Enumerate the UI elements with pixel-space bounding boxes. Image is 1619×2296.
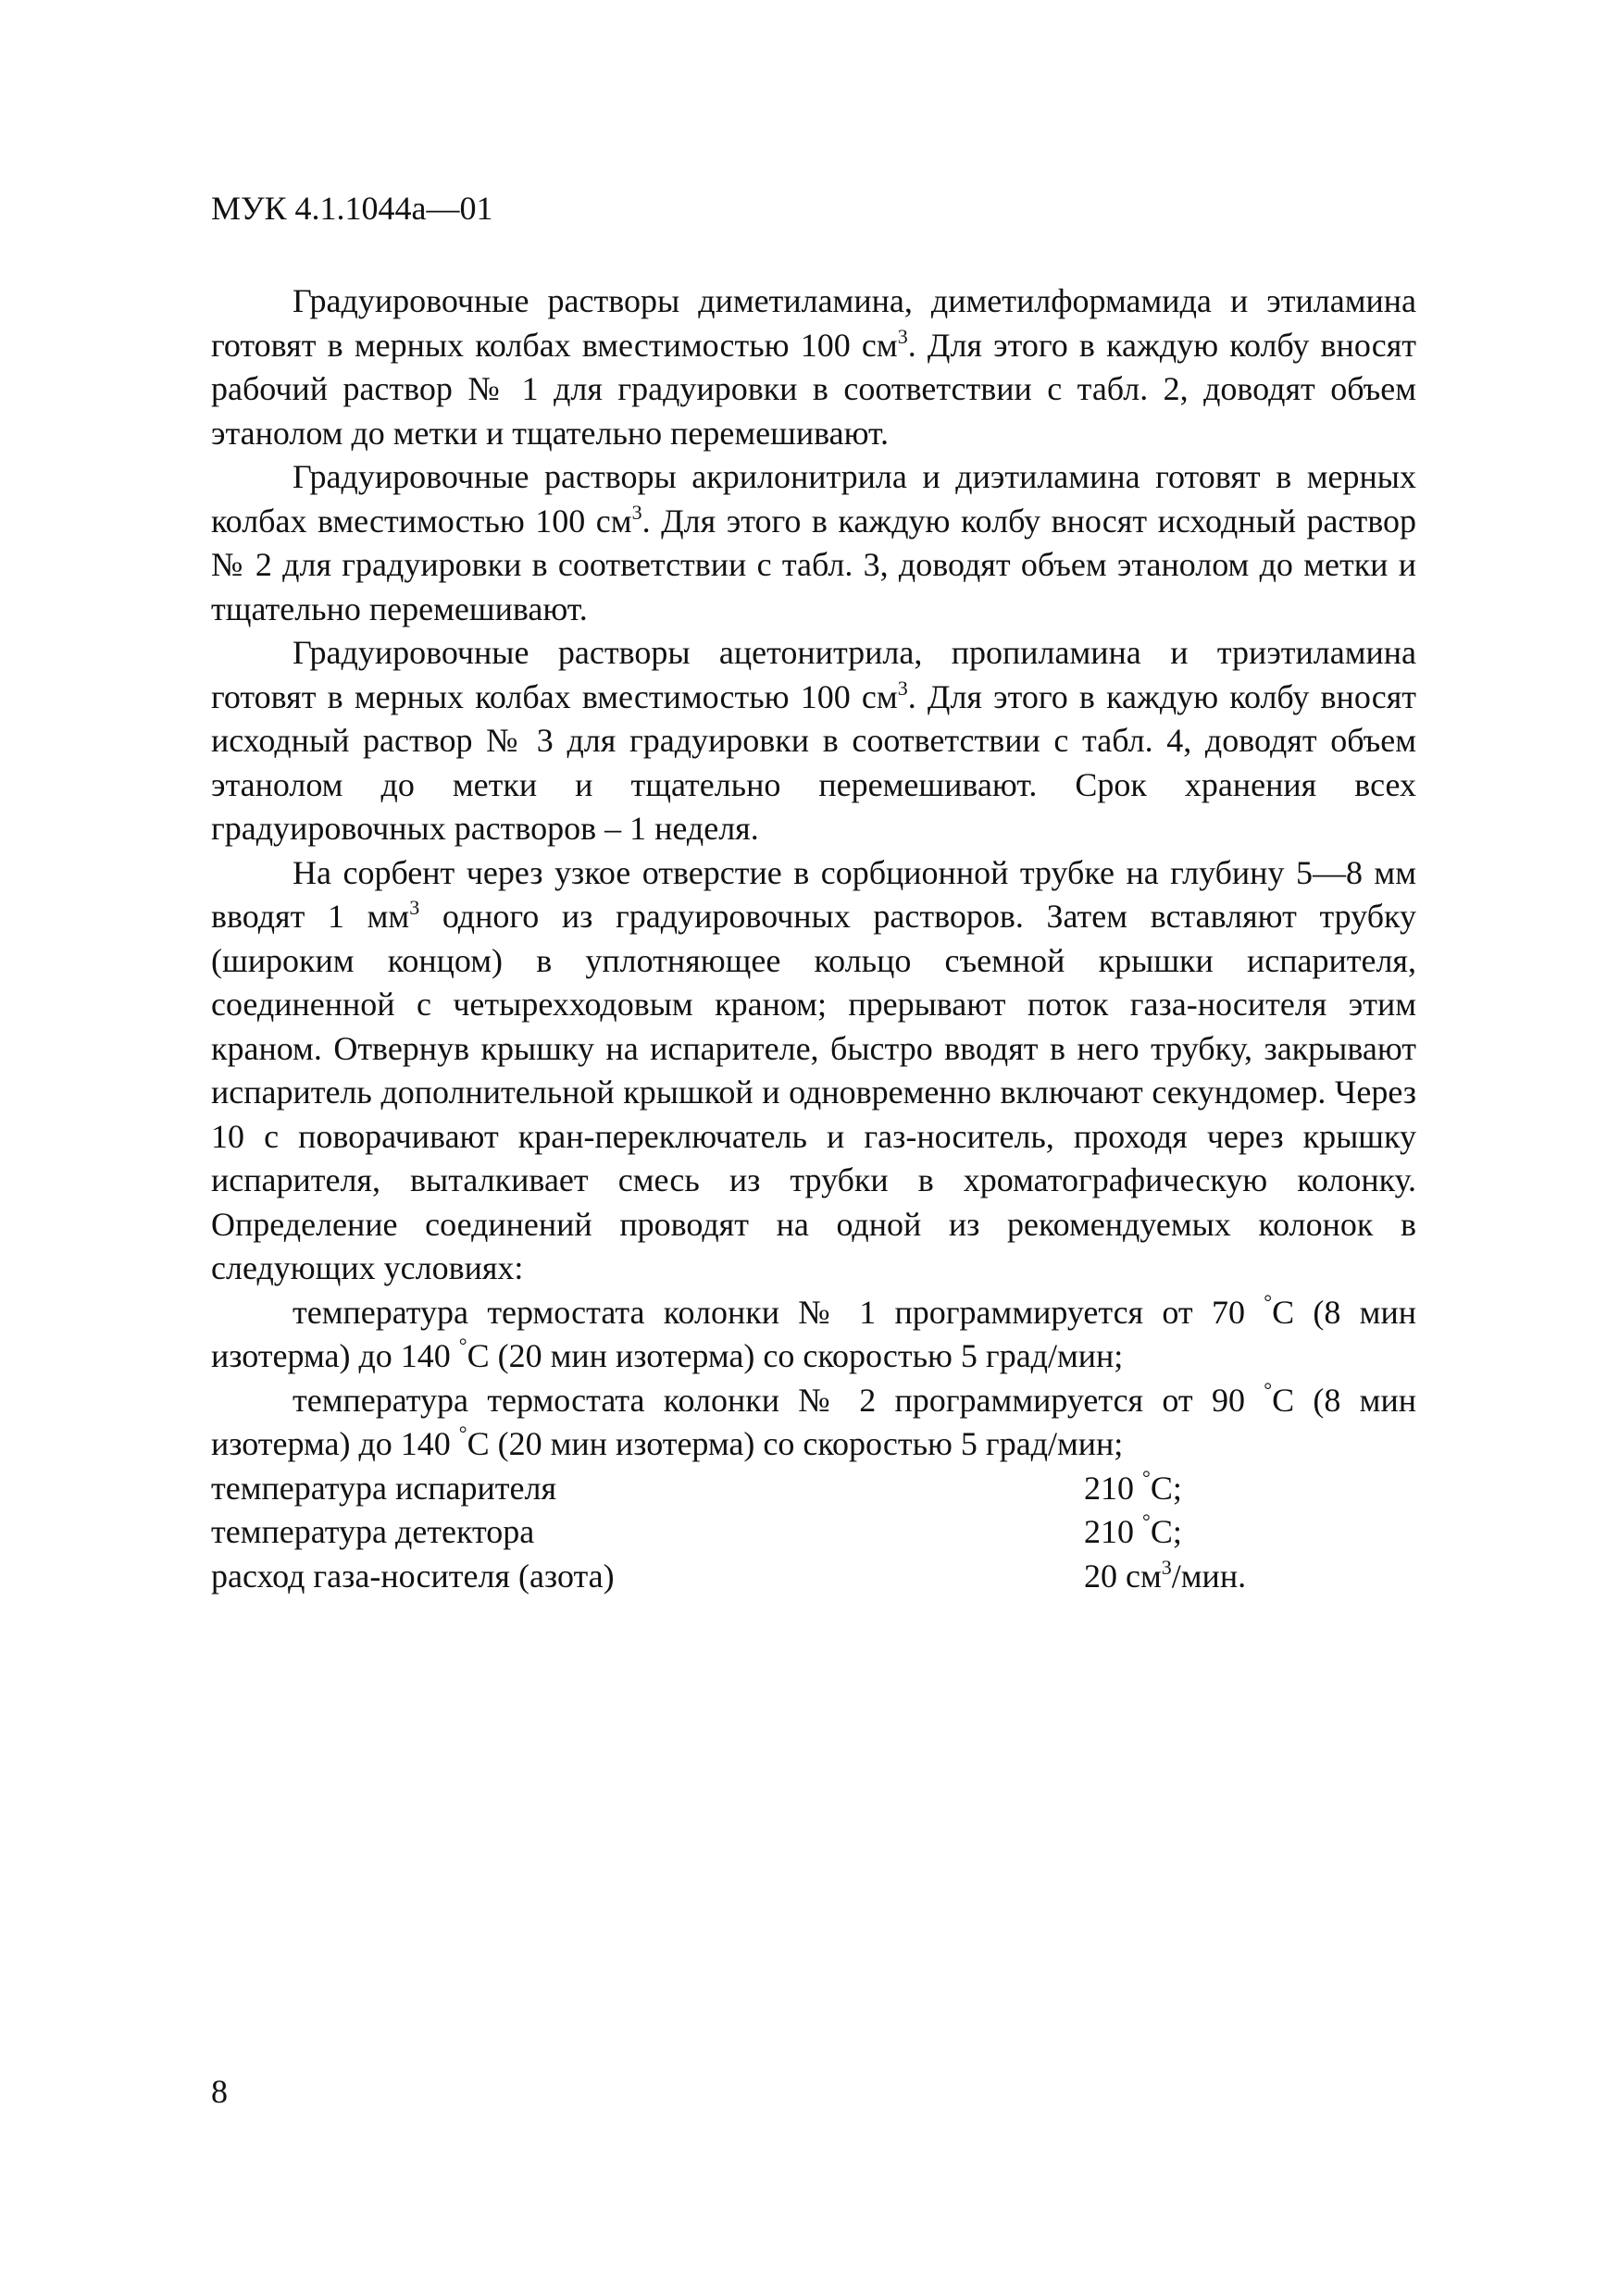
paragraph-acetonitrile-solutions	[211, 631, 1416, 851]
superscript-cube: 3	[1161, 1555, 1172, 1579]
condition-row-detector-temperature	[211, 1510, 1416, 1555]
paragraph-text: . Для этого в каждую колбу вносят исходный раствор № 2 для градуировки в соответствии с табл. 3, доводят объем этанолом до метки и тщательно перемешивают.	[211, 502, 1416, 627]
paragraph-text: С (20 мин изотерма) со скоростью 5 град/мин;	[467, 1337, 1124, 1374]
degree-symbol: °	[1264, 1377, 1273, 1401]
superscript-cube: 3	[409, 896, 420, 919]
condition-value-unit: С;	[1150, 1513, 1182, 1550]
paragraph-text: С (20 мин изотерма) со скоростью 5 град/мин;	[467, 1425, 1124, 1462]
paragraph-text: Градуировочные растворы акрилонитрила и диэтиламина готовят в мерных колбах вместимостью 100 см	[211, 458, 1416, 540]
paragraph-text: На сорбент через узкое отверстие в сорбционной трубке на глубину 5—8 мм вводят 1 мм	[211, 853, 1416, 935]
paragraph-sorbent-procedure	[211, 851, 1416, 1291]
paragraph-text: одного из градуировочных растворов. Затем вставляют трубку (широким концом) в уплотняющее кольцо съемной крышки испарителя, соединенной с четырехходовым краном; прерывают поток газа-носителя этим краном. Отвернув крышку на испарителе, быстро вводят в него трубку, закрывают испаритель дополнительной крышкой и одновременно включают секундомер. Через 10 с поворачивают кран-переключатель и газ-носитель, проходя через крышку испарителя, выталкивает смесь из трубки в хроматографическую колонку. Определение соединений проводят на одной из рекомендуемых колонок в следующих условиях:	[211, 898, 1416, 1286]
paragraph-text: Градуировочные растворы ацетонитрила, пропиламина и триэтиламина готовят в мерных колбах вместимостью 100 см	[211, 634, 1416, 715]
condition-value	[1084, 1555, 1246, 1599]
condition-value	[1084, 1510, 1182, 1555]
paragraph-text: температура термостата колонки № 2 программируется от 90	[293, 1381, 1264, 1419]
document-body	[211, 279, 1416, 1598]
condition-label: температура детектора	[211, 1513, 535, 1550]
page-number: 8	[211, 2073, 228, 2110]
condition-value-unit: С;	[1150, 1469, 1182, 1507]
degree-symbol: °	[1142, 1509, 1151, 1533]
paragraph-text: . Для этого в каждую колбу вносят рабочий раствор № 1 для градуировки в соответствии с табл. 2, доводят объем этанолом до метки и тщательно перемешивают.	[211, 326, 1416, 452]
condition-row-evaporator-temperature	[211, 1467, 1416, 1511]
degree-symbol: °	[1264, 1289, 1273, 1313]
paragraph-column-1-temperature	[211, 1291, 1416, 1379]
condition-value-number: 20 см	[1084, 1557, 1162, 1595]
paragraph-text: С (8 мин изотерма) до 140	[211, 1293, 1416, 1374]
paragraph-column-2-temperature	[211, 1379, 1416, 1467]
paragraph-acrylonitrile-solutions	[211, 455, 1416, 631]
paragraph-text: С (8 мин изотерма) до 140	[211, 1381, 1416, 1462]
superscript-cube: 3	[897, 676, 908, 700]
paragraph-text: . Для этого в каждую колбу вносят исходный раствор № 3 для градуировки в соответствии с табл. 4, доводят объем этанолом до метки и тщательно перемешивают. Срок хранения всех градуировочных растворов – 1 неделя.	[211, 677, 1416, 847]
condition-value-number: 210	[1084, 1469, 1142, 1507]
superscript-cube: 3	[897, 324, 908, 348]
superscript-cube: 3	[631, 500, 642, 524]
paragraph-text: Градуировочные растворы диметиламина, диметилформамида и этиламина готовят в мерных колбах вместимостью 100 см	[211, 282, 1416, 364]
condition-value	[1084, 1467, 1182, 1511]
condition-label: расход газа-носителя (азота)	[211, 1557, 615, 1595]
degree-symbol: °	[458, 1421, 467, 1445]
paragraph-text: температура термостата колонки № 1 программируется от 70	[293, 1293, 1264, 1331]
condition-row-carrier-gas-flow	[211, 1555, 1416, 1599]
condition-value-number: 210	[1084, 1513, 1142, 1550]
paragraph-dimethylamine-solutions	[211, 279, 1416, 455]
document-header-code: МУК 4.1.1044а—01	[211, 190, 493, 227]
degree-symbol: °	[458, 1334, 467, 1357]
condition-label: температура испарителя	[211, 1469, 557, 1507]
condition-value-unit: /мин.	[1171, 1557, 1247, 1595]
conditions-list	[211, 1467, 1416, 1599]
degree-symbol: °	[1142, 1465, 1151, 1489]
